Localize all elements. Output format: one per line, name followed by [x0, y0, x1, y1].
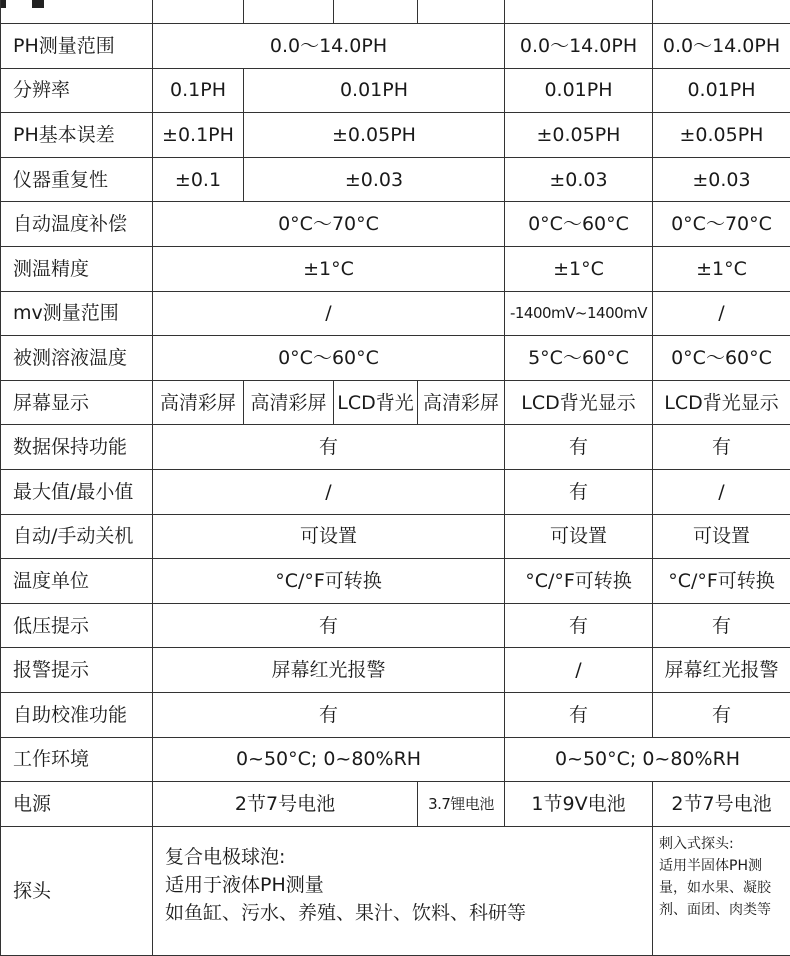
- table-cell: 屏幕红光报警: [653, 648, 790, 693]
- table-row: [1, 782, 790, 827]
- table-cell: 有: [153, 603, 505, 648]
- table-cell: 1节9V电池: [505, 782, 653, 827]
- table-cell: 有: [505, 603, 653, 648]
- table-row: [1, 24, 790, 69]
- table-cell: 有: [153, 692, 505, 737]
- probe-line: 如鱼缸、污水、养殖、果汁、饮料、科研等: [165, 899, 640, 927]
- table-row: [1, 603, 790, 648]
- table-cell: 2节7号电池: [653, 782, 790, 827]
- row-label: 自助校准功能: [1, 692, 153, 737]
- table-cell: 屏幕红光报警: [153, 648, 505, 693]
- table-cell: LCD背光: [334, 380, 418, 425]
- row-label: 报警提示: [1, 648, 153, 693]
- table-cell: ±1°C: [505, 246, 653, 291]
- row-label: 被测溶液温度: [1, 336, 153, 381]
- table-cell: 有: [153, 425, 505, 470]
- table-row: [1, 336, 790, 381]
- table-cell: /: [153, 469, 505, 514]
- table-cell: 有: [505, 692, 653, 737]
- table-cell: °C/°F可转换: [505, 559, 653, 604]
- table-cell: 0.1PH: [153, 68, 244, 113]
- table-cell: ±0.1PH: [153, 113, 244, 158]
- table-cell: 有: [653, 425, 790, 470]
- table-row-probe: [1, 826, 790, 955]
- probe-description: [153, 826, 653, 955]
- row-label: 电源: [1, 782, 153, 827]
- table-cell: ±1°C: [653, 246, 790, 291]
- table-cell: 0°C～60°C: [505, 202, 653, 247]
- table-row: [1, 469, 790, 514]
- table-cell: 2节7号电池: [153, 782, 418, 827]
- table-cell: 0.0～14.0PH: [653, 24, 790, 69]
- row-label: 仪器重复性: [1, 157, 153, 202]
- table-cell: 0°C～70°C: [153, 202, 505, 247]
- table-cell: ±0.05PH: [653, 113, 790, 158]
- row-label: 自动/手动关机: [1, 514, 153, 559]
- table-cell: 0°C～60°C: [153, 336, 505, 381]
- row-label: 低压提示: [1, 603, 153, 648]
- row-label: 自动温度补偿: [1, 202, 153, 247]
- probe-alt-line: 适用半固体PH测量，如水果、凝胶剂、面团、肉类等: [659, 855, 784, 921]
- table-row: [1, 291, 790, 336]
- table-cell: 有: [653, 692, 790, 737]
- row-label: 工作环境: [1, 737, 153, 782]
- row-label: 温度单位: [1, 559, 153, 604]
- probe-alt-line: 刺入式探头:: [659, 833, 784, 855]
- table-row: [1, 648, 790, 693]
- table-row: [1, 692, 790, 737]
- table-row: [1, 559, 790, 604]
- table-cell: 0.01PH: [505, 68, 653, 113]
- table-cell: /: [505, 648, 653, 693]
- table-row: [1, 737, 790, 782]
- table-row: [1, 113, 790, 158]
- probe-line: 适用于液体PH测量: [165, 871, 640, 899]
- row-label: PH测量范围: [1, 24, 153, 69]
- row-label: 最大值/最小值: [1, 469, 153, 514]
- table-cell: 0.01PH: [244, 68, 505, 113]
- table-row: [1, 514, 790, 559]
- probe-description-alt: [653, 826, 790, 955]
- probe-line: 复合电极球泡:: [165, 843, 640, 871]
- table-cell: 3.7锂电池: [418, 782, 505, 827]
- table-row: [1, 157, 790, 202]
- table-cell: ±0.1: [153, 157, 244, 202]
- table-cell: 0.0～14.0PH: [153, 24, 505, 69]
- table-cell: °C/°F可转换: [653, 559, 790, 604]
- table-cell: LCD背光显示: [653, 380, 790, 425]
- table-cell: °C/°F可转换: [153, 559, 505, 604]
- table-cell: ±0.05PH: [244, 113, 505, 158]
- table-cell: 0°C～60°C: [653, 336, 790, 381]
- table-cell: 高清彩屏: [244, 380, 334, 425]
- table-row: [1, 202, 790, 247]
- table-cell: /: [653, 291, 790, 336]
- row-label: PH基本误差: [1, 113, 153, 158]
- row-label: 分辨率: [1, 68, 153, 113]
- table-cell: 有: [505, 425, 653, 470]
- table-cell: 0~50°C; 0~80%RH: [505, 737, 790, 782]
- table-cell: ±0.03: [653, 157, 790, 202]
- table-cell: 高清彩屏: [418, 380, 505, 425]
- table-cell: 可设置: [653, 514, 790, 559]
- table-cell: /: [653, 469, 790, 514]
- table-row: [1, 380, 790, 425]
- row-label: 测温精度: [1, 246, 153, 291]
- table-cell: ±0.03: [244, 157, 505, 202]
- table-row: [1, 246, 790, 291]
- table-cell: ±0.03: [505, 157, 653, 202]
- table-cell: 0.01PH: [653, 68, 790, 113]
- table-row: [1, 425, 790, 470]
- row-label: 数据保持功能: [1, 425, 153, 470]
- table-cell: 有: [653, 603, 790, 648]
- table-cell: 有: [505, 469, 653, 514]
- table-cell: ±0.05PH: [505, 113, 653, 158]
- table-cell: 高清彩屏: [153, 380, 244, 425]
- table-cell: 0~50°C; 0~80%RH: [153, 737, 505, 782]
- row-label: 屏幕显示: [1, 380, 153, 425]
- table-cell: -1400mV~1400mV: [505, 291, 653, 336]
- table-row: [1, 68, 790, 113]
- table-cell: 0.0～14.0PH: [505, 24, 653, 69]
- table-cell: /: [153, 291, 505, 336]
- row-label: mv测量范围: [1, 291, 153, 336]
- table-cell: ±1°C: [153, 246, 505, 291]
- table-cell: 可设置: [505, 514, 653, 559]
- table-cell: LCD背光显示: [505, 380, 653, 425]
- table-cell: 可设置: [153, 514, 505, 559]
- table-cell: 0°C～70°C: [653, 202, 790, 247]
- table-cell: 5°C～60°C: [505, 336, 653, 381]
- row-label: 探头: [1, 826, 153, 955]
- table-row-header-partial: [1, 0, 790, 24]
